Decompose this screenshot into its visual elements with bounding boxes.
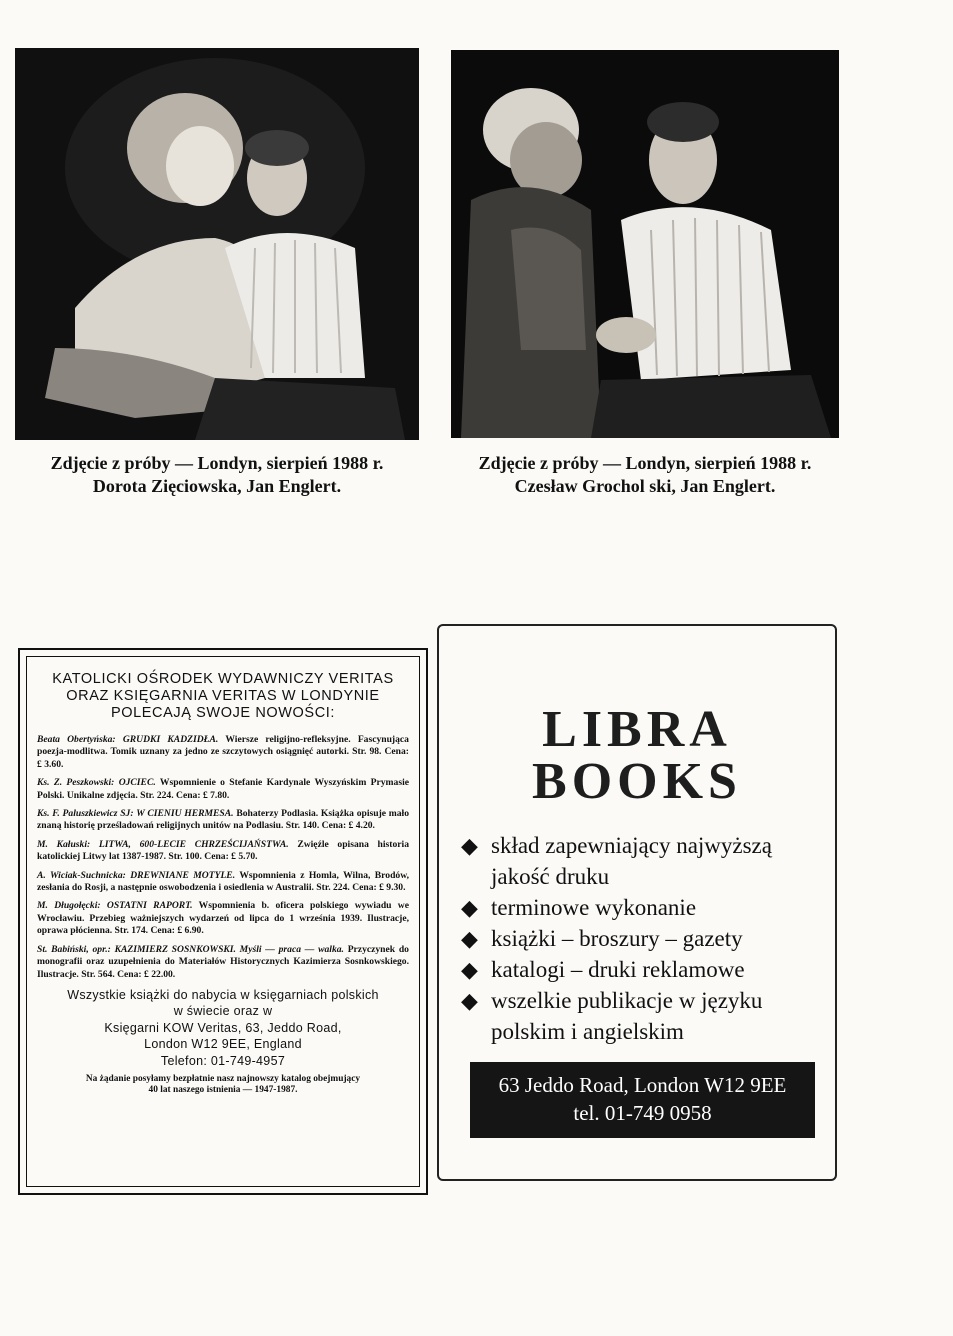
book-author: A. Wiciak-Suchnicka: [37, 869, 126, 881]
veritas-footer-line: w świecie oraz w [173, 1004, 273, 1019]
book-author: St. Babiński, opr.: [37, 943, 111, 955]
diamond-bullet-icon: ◆ [461, 926, 478, 951]
book-description: Zwięźle opisana historia katolickiej Litwy lat 1387-1987. Str. 100. Cena: £ 5.70. [37, 838, 410, 863]
service-text: katalogi – druki reklamowe [491, 957, 745, 982]
service-text: terminowe wykonanie [491, 895, 697, 920]
list-item [461, 954, 831, 985]
libra-title-line: LIBRA [542, 701, 732, 758]
photo-caption-left [15, 452, 419, 498]
libra-address-block [470, 1062, 815, 1138]
service-text: skład zapewniający najwyższą jakość druku [491, 833, 772, 889]
list-item [461, 830, 831, 892]
book-description: Wiersze religijno-refleksyjne. Fascynująca poezja-modlitwa. Tomik uznany za jedno ze szczytowych osiągnięć autorki. Str. 98. Cena: £ 3.60. [37, 734, 409, 770]
book-description: Wspomnienia b. oficera polskiego wywiadu we Wrocławiu. Przebieg ważniejszych wydarzeń od lipca do 1 września 1939. Ilustracje, oprawa płócienna. Str. 174. Cena: £ 6.90. [37, 900, 409, 937]
book-title: LITWA, 600-LECIE CHRZEŚCIJAŃSTWA. [98, 838, 289, 850]
note-line: 40 lat naszego istnienia — 1947-1987. [148, 1085, 298, 1096]
list-item [461, 923, 831, 954]
veritas-heading-line: ORAZ KSIĘGARNIA VERITAS W LONDYNIE [66, 688, 380, 704]
libra-books-advertisement [437, 624, 837, 1181]
note-line: Na żądanie posyłamy bezpłatnie nasz najnowszy katalog obejmujący [85, 1074, 361, 1085]
libra-title-line: BOOKS [532, 753, 742, 810]
book-description: Przyczynek do monografii oraz uzupełnienia do Materiałów Historycznych Kazimierza Sosnkowskiego. Ilustracje. Str. 564. Cena: £ 22.00. [37, 943, 409, 980]
diamond-bullet-icon: ◆ [461, 895, 478, 920]
book-entry [37, 900, 409, 937]
service-text: wszelkie publikacje w języku polskim i angielskim [491, 988, 763, 1044]
veritas-heading-line: KATOLICKI OŚRODEK WYDAWNICZY VERITAS [52, 671, 394, 687]
list-item [461, 985, 831, 1047]
book-author: Beata Obertyńska: [37, 734, 116, 745]
book-entry [37, 944, 409, 981]
veritas-ad-inner-frame [26, 656, 420, 1187]
book-title: OSTATNI RAPORT. [106, 900, 193, 912]
rehearsal-photo-left [15, 48, 419, 440]
diamond-bullet-icon: ◆ [461, 833, 478, 858]
caption-line: Dorota Zięciowska, Jan Englert. [92, 476, 342, 496]
book-author: Ks. F. Paluszkiewicz SJ: [37, 808, 134, 820]
book-title: KAZIMIERZ SOSNKOWSKI. Myśli — praca — walka. [114, 943, 344, 955]
veritas-heading-line: POLECAJĄ SWOJE NOWOŚCI: [110, 705, 336, 721]
book-title: W CIENIU HERMESA. [136, 808, 234, 820]
book-title: GRUDKI KADZIDŁA. [122, 734, 219, 745]
book-description: Bohaterzy Podlasia. Książka opisuje mało znaną historię prześladowań religijnych unitów na Podlasiu. Str. 140. Cena: £ 4.20. [37, 808, 410, 832]
list-item [461, 892, 831, 923]
book-description: Wspomnienia z Homla, Wilna, Brodów, zesłania do Rosji, a następnie oswobodzenia i osiedlenia w Australii. Str. 224. Cena: £ 9.30. [37, 869, 409, 894]
service-text: książki – broszury – gazety [491, 926, 743, 951]
book-entry [37, 734, 409, 771]
veritas-footer-line: Księgarni KOW Veritas, 63, Jeddo Road, [104, 1020, 342, 1035]
veritas-footer-line: Wszystkie książki do nabycia w księgarniach polskich [67, 987, 379, 1002]
book-entry [37, 839, 409, 864]
book-author: M. Długołęcki: [37, 900, 101, 912]
diamond-bullet-icon: ◆ [461, 988, 478, 1013]
diamond-bullet-icon: ◆ [461, 957, 478, 982]
caption-line: Zdjęcie z próby — Londyn, sierpień 1988 r. [50, 453, 384, 473]
libra-services-list [461, 830, 831, 1047]
photo-caption-right [451, 452, 839, 498]
book-entry [37, 808, 409, 833]
veritas-catalog-note [37, 1074, 409, 1096]
caption-line: Zdjęcie z próby — Londyn, sierpień 1988 r. [478, 453, 812, 473]
book-entry [37, 777, 409, 802]
book-title: OJCIEC. [118, 777, 156, 789]
book-description: Wspomnienie o Stefanie Kardynale Wyszyńskim Prymasie Polski. Unikalne zdjęcia. Str. 224. Cena: £ 7.80. [37, 777, 409, 801]
book-author: M. Kałuski: [37, 838, 91, 850]
rehearsal-photo-right [451, 50, 839, 438]
caption-line: Czesław Grochol ski, Jan Englert. [514, 476, 776, 496]
book-author: Ks. Z. Peszkowski: [37, 777, 115, 789]
address-line: 63 Jeddo Road, London W12 9EE [498, 1073, 787, 1097]
book-title: DREWNIANE MOTYLE. [130, 869, 236, 881]
veritas-footer-line: London W12 9EE, England [144, 1037, 302, 1052]
book-list [37, 734, 409, 981]
veritas-footer-line: Telefon: 01-749-4957 [160, 1053, 286, 1068]
phone-line: tel. 01-749 0958 [573, 1101, 712, 1125]
book-entry [37, 870, 409, 895]
veritas-advertisement [18, 648, 428, 1195]
